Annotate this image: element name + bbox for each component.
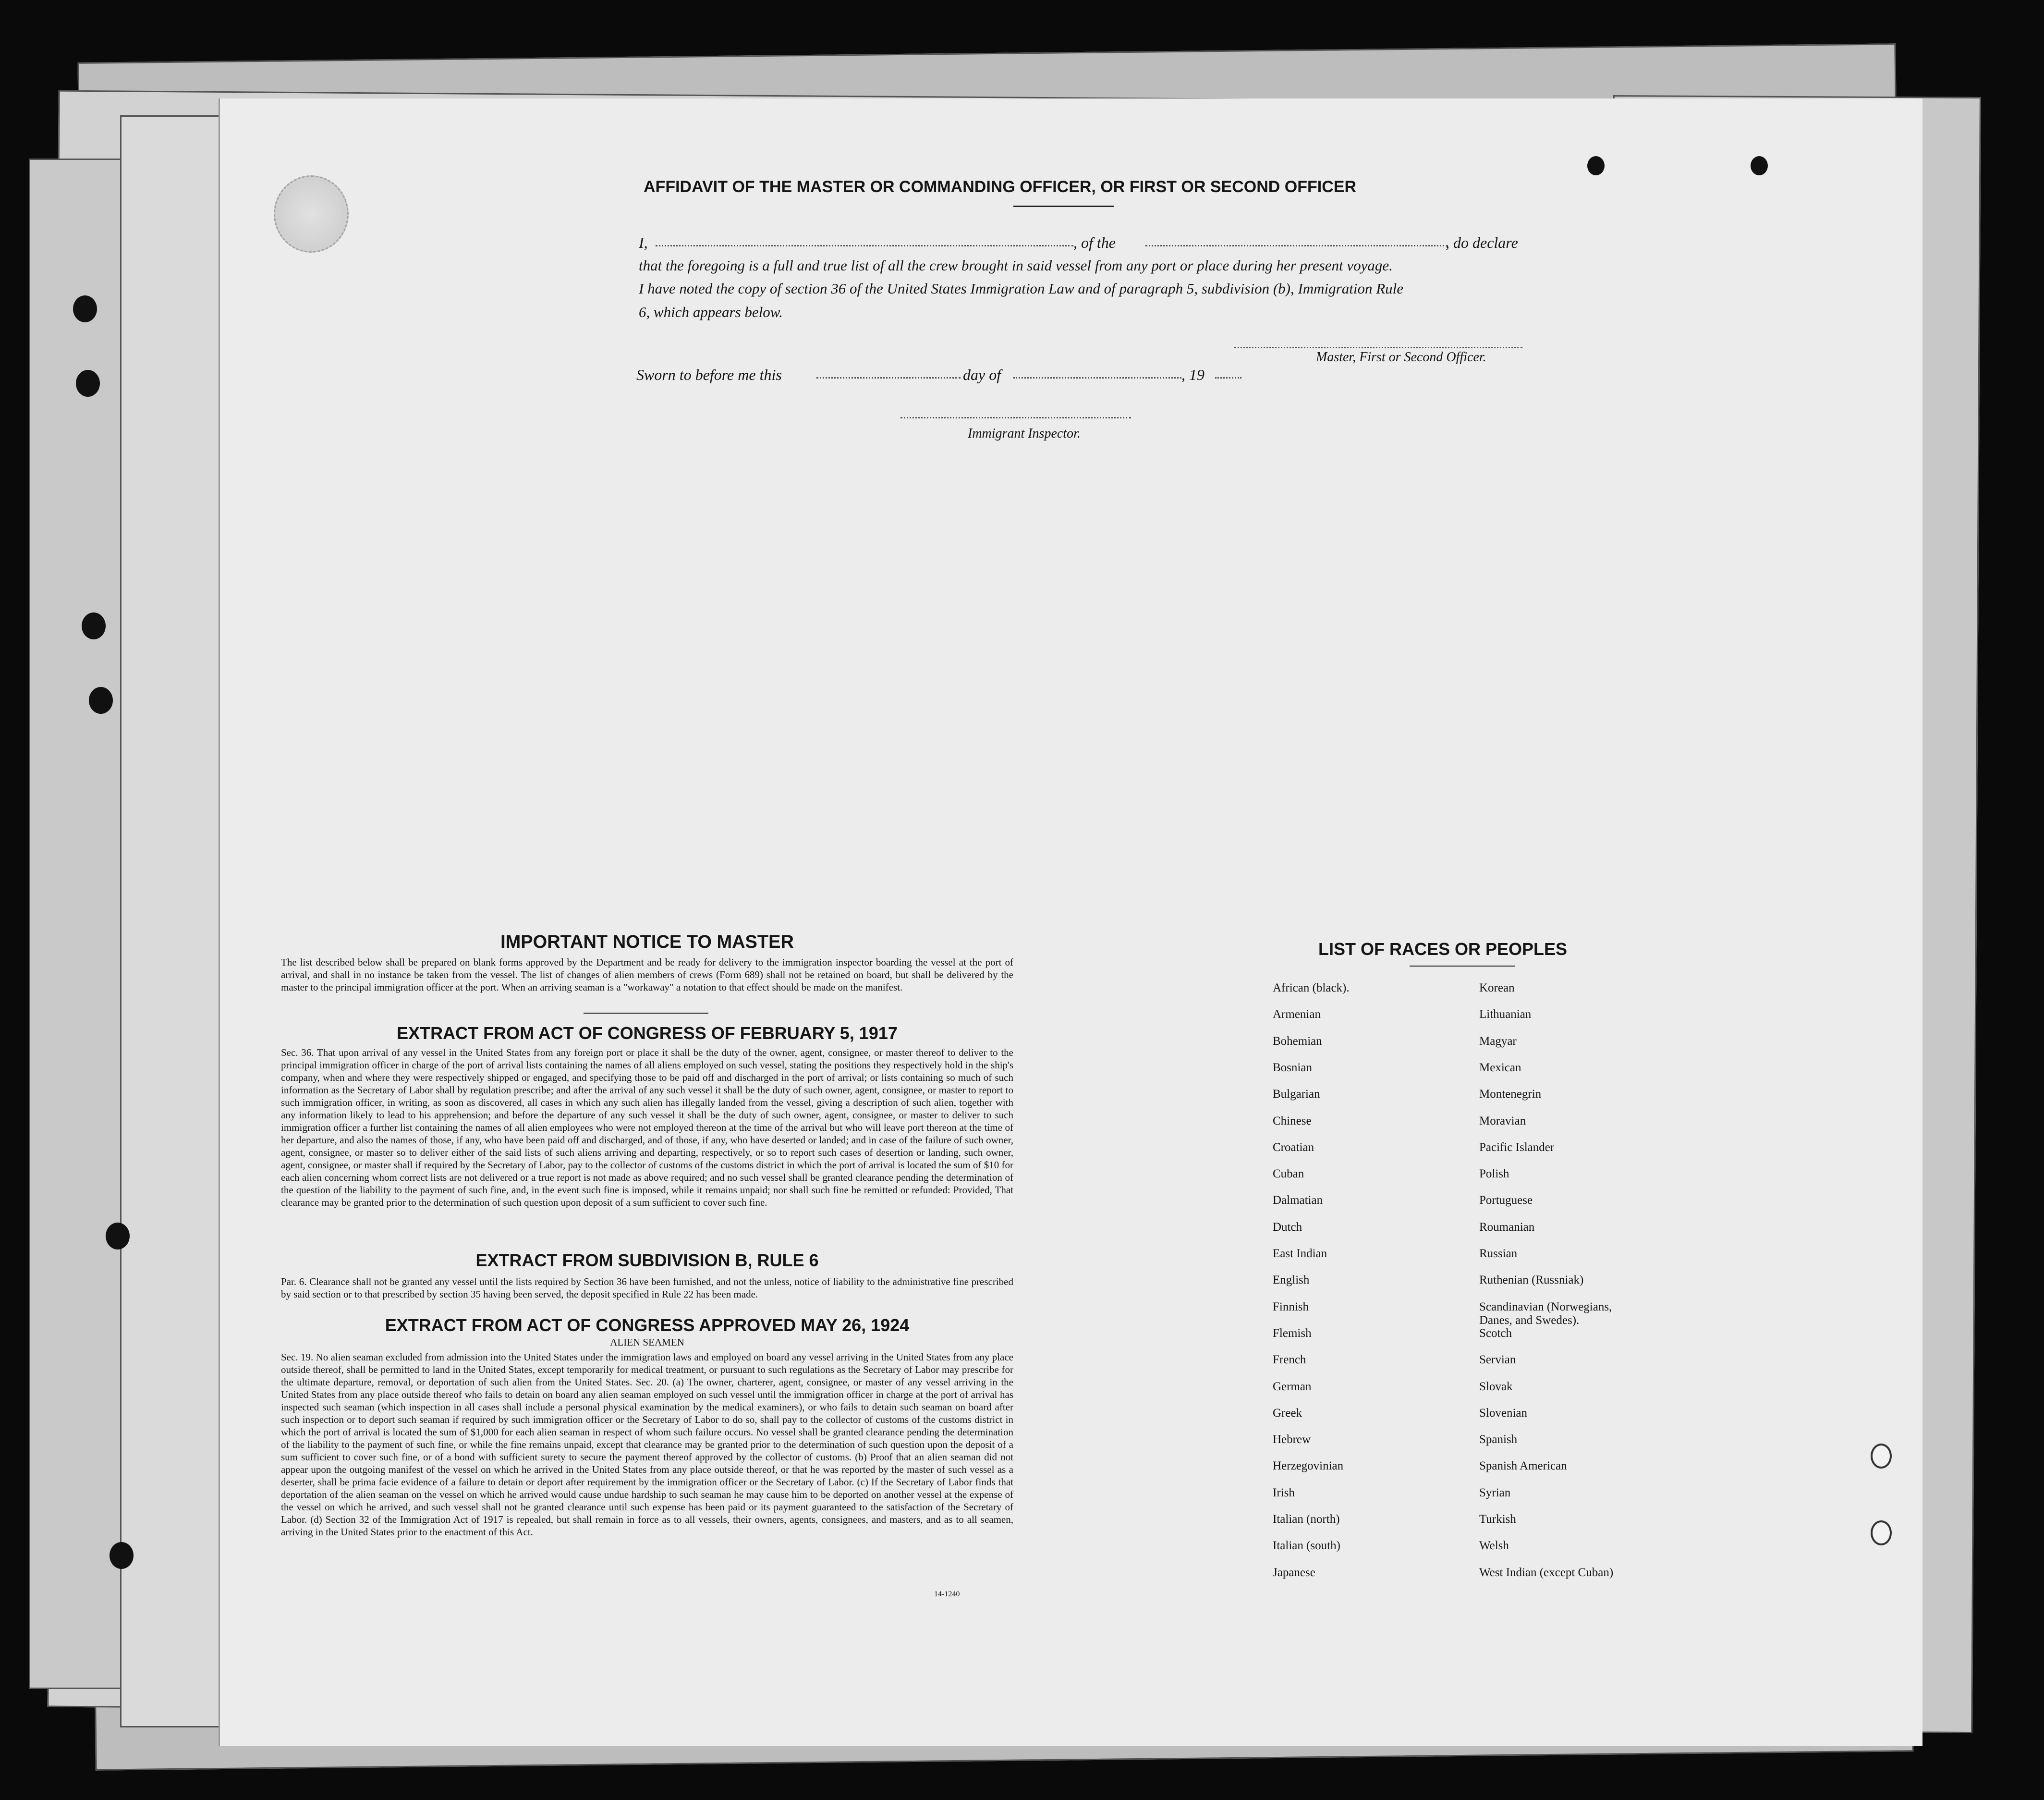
punch-hole-icon — [110, 1542, 134, 1569]
race-item: Bosnian — [1273, 1061, 1312, 1074]
race-item: Syrian — [1479, 1486, 1511, 1499]
race-item: Welsh — [1479, 1539, 1509, 1553]
sworn-month-field[interactable] — [1013, 377, 1181, 379]
affidavit-line-4: 6, which appears below. — [639, 304, 783, 320]
race-item: Polish — [1479, 1167, 1509, 1181]
punch-hole-icon — [82, 612, 106, 639]
day-of-label: day of — [963, 366, 1001, 383]
of-the-label: , of the — [1073, 234, 1116, 251]
punch-hole-icon — [76, 370, 100, 397]
race-item: East Indian — [1273, 1247, 1327, 1260]
affidavit-title: AFFIDAVIT OF THE MASTER OR COMMANDING OFFICER, OR FIRST OR SECOND OFFICER — [644, 178, 1356, 196]
race-item: Lithuanian — [1479, 1008, 1532, 1021]
race-item: German — [1273, 1380, 1312, 1393]
section-divider — [584, 1013, 708, 1014]
race-item: Montenegrin — [1479, 1088, 1542, 1101]
punch-hole-icon — [1871, 1444, 1892, 1469]
master-signature-field[interactable] — [1234, 347, 1522, 348]
rule6-text: Par. 6. Clearance shall not be granted any vessel until the lists required by Section 36 have been furnished, and not the unless, notice of liability to the administrative fine prescribed by said section or to that prescribed by section 35 having been served, the deposit specified in Rule 22 has been made. — [281, 1276, 1013, 1300]
race-item: Scotch — [1479, 1326, 1512, 1340]
punch-hole-icon — [73, 295, 97, 322]
race-item: African (black). — [1273, 981, 1350, 994]
race-item: English — [1273, 1273, 1310, 1287]
extract-1917-title: EXTRACT FROM ACT OF CONGRESS OF FEBRUARY 5, 1917 — [397, 1023, 898, 1043]
race-item: Turkish — [1479, 1513, 1516, 1526]
race-item: Portuguese — [1479, 1194, 1533, 1207]
vessel-name-field[interactable] — [1145, 245, 1448, 246]
race-item: French — [1273, 1353, 1306, 1367]
race-item: Irish — [1273, 1486, 1295, 1499]
punch-hole-icon — [1751, 156, 1768, 175]
races-title: LIST OF RACES OR PEOPLES — [1318, 939, 1568, 959]
year-label: , 19 — [1181, 366, 1204, 383]
inspector-signature-field[interactable] — [900, 417, 1131, 418]
race-item: Spanish — [1479, 1433, 1518, 1446]
race-item: Bohemian — [1273, 1034, 1322, 1048]
race-item: Bulgarian — [1273, 1088, 1320, 1101]
race-item: Magyar — [1479, 1034, 1517, 1048]
race-item: Spanish American — [1479, 1459, 1567, 1473]
race-item: Moravian — [1479, 1114, 1526, 1127]
notice-title: IMPORTANT NOTICE TO MASTER — [500, 932, 794, 952]
race-item: Finnish — [1273, 1300, 1309, 1313]
extract-1917-text: Sec. 36. That upon arrival of any vessel in the United States from any foreign port or place it shall be the duty of the owner, agent, consignee, or master thereof to deliver to the principal immigration officer in charge of the port of arrival lists containing the names of all aliens employed on such vessel, stating the positions they respectively hold in the ship's company, when and where they were respectively shipped or engaged, and specifying those to be paid off and discharged in the port of arrival; or lists containing so much of such information as the Secretary of Labor shall by regulation prescribe; and after the arrival of any such vessel it shall be the duty of such owner, agent, consignee, or master to report to such immigration officer, in writing, as soon as discovered, all cases in which any such alien has illegally landed from the vessel, giving a description of such alien, together with any information likely to lead to his apprehension; and before the departure of any such vessel it shall be the duty of such owner, agent, consignee, or master to deliver to such immigration officer a further list containing the names of all alien employees who were not employed thereon at the time of the arrival but who will leave port thereon at the time of her departure, and also the names of those, if any, who have been paid off and discharged, and of those, if any, who have deserted or landed; and in case of the failure of such owner, agent, consignee, or master so to deliver either of the said lists of such aliens arriving and departing, respectively, or so to report such cases of desertion or landing, such owner, agent, consignee, or master shall if required by the Secretary of Labor, pay to the collector of customs of the customs district in which the port of arrival is located the sum of $10 for each alien concerning whom correct lists are not delivered or a true report is not made as above required; and no such vessel shall be granted clearance pending the determination of the question of the liability to the payment of such fine, and, in the event such fine is imposed, while it remains unpaid; nor shall such fine be remitted or refunded: Provided, That clearance may be granted prior to the determination of such question upon deposit of a sum sufficient to cover such fine. — [281, 1047, 1013, 1208]
race-item: Scandinavian (Norwegians, — [1479, 1300, 1612, 1313]
form-number: 14-1240 — [934, 1590, 960, 1598]
punch-hole-icon — [106, 1223, 130, 1249]
race-item: Armenian — [1273, 1008, 1321, 1021]
master-signature-label: Master, First or Second Officer. — [1316, 350, 1486, 365]
extract-1924-text: Sec. 19. No alien seaman excluded from admission into the United States under the immigration laws and employed on board any vessel arriving in the United States from any place outside thereof, shall be permitted to land in the United States, except temporarily for medical treatment, or pursuant to such regulations as the Secretary of Labor may prescribe for the ultimate departure, removal, or deportation of such alien from the United States. Sec. 20. (a) The owner, charterer, agent, consignee, or master of any vessel arriving in the United States from any place outside thereof who fails to detain on board any alien seaman employed on such vessel until the immigration officer in charge at the port of arrival has inspected such seaman (which inspection in all cases shall include a personal physical examination by the medical examiners), or who fails to detain such seaman on board after such inspection or to deport such seaman if required by such immigration officer or the Secretary of Labor to do so, shall pay to the collector of customs of the customs district in which the port of arrival is located the sum of $1,000 for each alien seaman in respect of whom such failure occurs. No vessel shall be granted clearance pending the determination of the liability to the payment of such fine, or while the fine remains unpaid, except that clearance may be granted prior to the determination of such question upon the deposit of a sum sufficient to cover such fine, or of a bond with sufficient surety to secure the payment thereof approved by the collector of customs. (b) Proof that an alien seaman did not appear upon the outgoing manifest of the vessel on which he arrived in the United States from any place outside thereof, or that he was reported by the master of such vessel as a deserter, shall be prima facie evidence of a failure to detain or deport after requirement by the immigration officer or the Secretary of Labor. (c) If the Secretary of Labor finds that deportation of the alien seaman on the vessel on which he arrived would cause undue hardship to such seaman he may cause him to be deported on another vessel at the expense of the vessel on which he arrived, and such vessel shall not be granted clearance until such expense has been paid or its payment guaranteed to the satisfaction of the Secretary of Labor. (d) Section 32 of the Immigration Act of 1917 is repealed, but shall remain in force as to all vessels, their owners, agents, consignees, and masters, and as to all seamen, arriving in the United States prior to the enactment of this Act. — [281, 1351, 1013, 1538]
rule6-title: EXTRACT FROM SUBDIVISION B, RULE 6 — [475, 1250, 819, 1270]
race-item: Italian (south) — [1273, 1539, 1340, 1553]
race-item: Servian — [1479, 1353, 1516, 1367]
extract-1924-subtitle: ALIEN SEAMEN — [610, 1336, 684, 1348]
inspector-label: Immigrant Inspector. — [968, 426, 1081, 441]
race-item: Ruthenian (Russniak) — [1479, 1273, 1584, 1287]
declare-label: , do declare — [1446, 234, 1518, 251]
race-item: Slovak — [1479, 1380, 1513, 1393]
race-item: Dalmatian — [1273, 1194, 1323, 1207]
race-item: Danes, and Swedes). — [1479, 1313, 1580, 1327]
race-item: Korean — [1479, 981, 1515, 994]
race-item: Dutch — [1273, 1220, 1302, 1234]
race-item: Cuban — [1273, 1167, 1304, 1181]
race-item: Japanese — [1273, 1566, 1315, 1579]
race-item: Slovenian — [1479, 1406, 1527, 1420]
race-item: Hebrew — [1273, 1433, 1311, 1446]
title-underline — [1013, 206, 1114, 207]
race-item: Chinese — [1273, 1114, 1312, 1127]
race-item: Flemish — [1273, 1326, 1312, 1340]
race-item: Greek — [1273, 1406, 1302, 1420]
punch-hole-icon — [1871, 1520, 1892, 1545]
race-item: Croatian — [1273, 1140, 1314, 1154]
affidavit-line-2: that the foregoing is a full and true list of all the crew brought in said vessel from any port or place during her present voyage. — [639, 257, 1393, 274]
race-item: West Indian (except Cuban) — [1479, 1566, 1614, 1579]
race-item: Pacific Islander — [1479, 1140, 1555, 1154]
races-title-underline — [1410, 966, 1515, 967]
extract-1924-title: EXTRACT FROM ACT OF CONGRESS APPROVED MAY 26, 1924 — [385, 1315, 910, 1335]
punch-hole-icon — [89, 687, 113, 714]
race-item: Russian — [1479, 1247, 1518, 1260]
declarant-name-field[interactable] — [656, 245, 1073, 246]
race-item: Italian (north) — [1273, 1513, 1340, 1526]
punch-hole-icon — [1587, 156, 1605, 175]
sworn-label: Sworn to before me this — [636, 366, 782, 383]
notice-text: The list described below shall be prepared on blank forms approved by the Department and be ready for delivery to the immigration inspector boarding the vessel at the port of arrival, and shall in no instance be taken from the vessel. The list of changes of alien members of crews (Form 689) shall not be retained on board, but shall be delivered by the master to the principal immigration officer at the port. When an arriving seaman is a "workaway" a notation to that effect should be made on the manifest. — [281, 956, 1013, 993]
race-item: Roumanian — [1479, 1220, 1535, 1234]
sworn-day-field[interactable] — [816, 377, 961, 379]
declarant-prefix: I, — [639, 234, 648, 251]
sworn-year-field[interactable] — [1215, 377, 1241, 379]
affidavit-line-3: I have noted the copy of section 36 of the United States Immigration Law and of paragraph 5, subdivision (b), Immigration Rule — [639, 280, 1404, 297]
race-item: Herzegovinian — [1273, 1459, 1344, 1473]
race-item: Mexican — [1479, 1061, 1521, 1074]
stamp-seal — [274, 175, 349, 253]
